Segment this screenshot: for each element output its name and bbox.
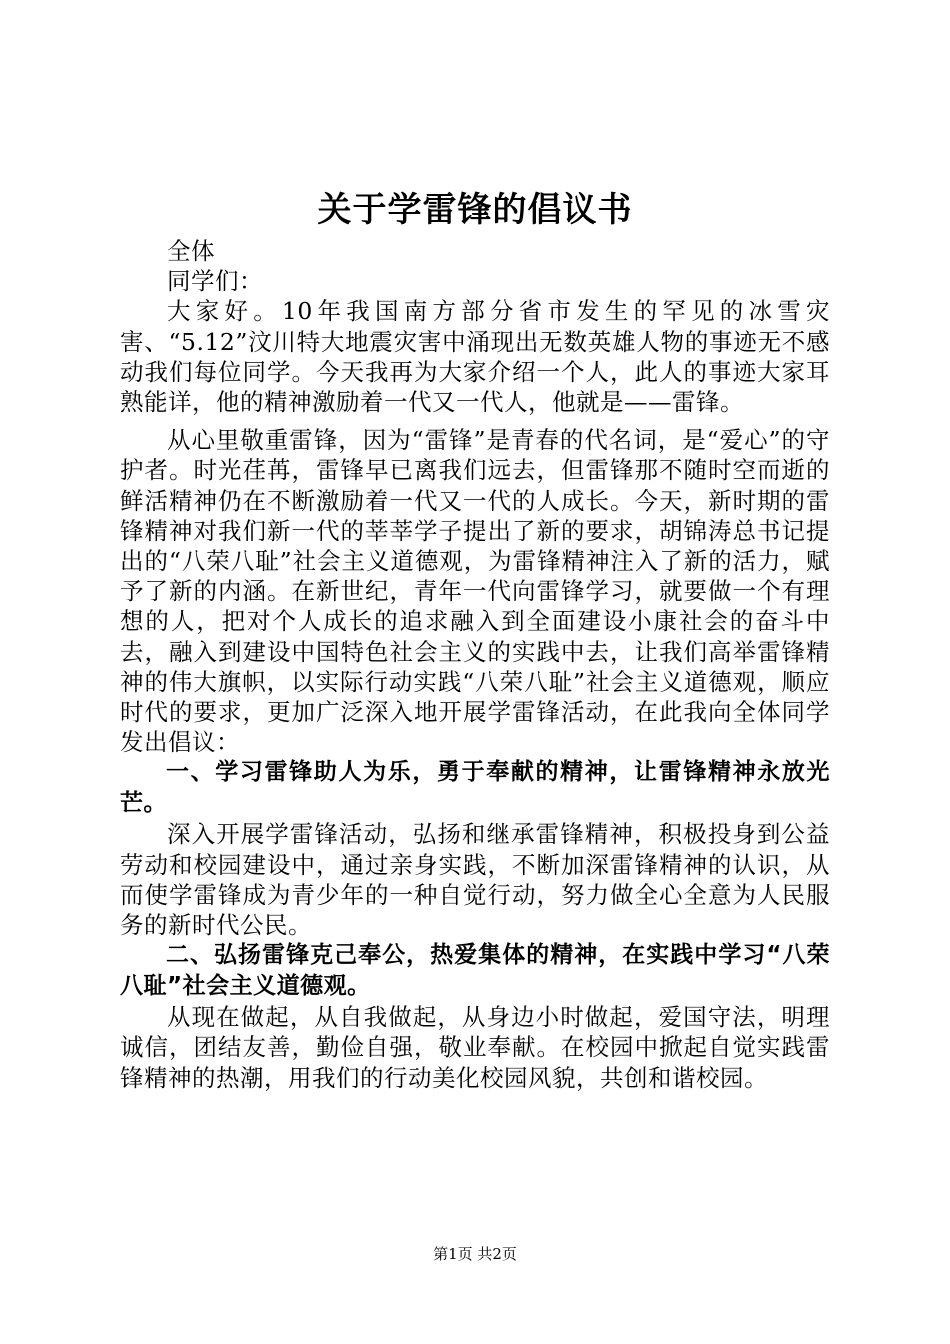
- document-body: [120, 236, 830, 1093]
- paragraph-greeting: 大家好。10年我国南方部分省市发生的罕见的冰雪灾害、“5.12”汶川特大地震灾害中涌现出无数英雄人物的事迹无不感动我们每位同学。今天我再为大家介绍一个人，此人的事迹大家耳熟能详，他的精神激励着一代又一代人，他就是——雷锋。: [120, 297, 830, 417]
- page-indicator: 第1页 共2页: [433, 1245, 517, 1263]
- document-title: 关于学雷锋的倡议书: [317, 190, 633, 230]
- salutation-line-2: 同学们：: [167, 267, 263, 296]
- section-heading-2: 二、弘扬雷锋克己奉公，热爱集体的精神，在实践中学习“八荣八耻”社会主义道德观。: [120, 942, 830, 1000]
- salutation-line-1: 全体: [167, 237, 215, 265]
- section-heading-1: 一、学习雷锋助人为乐，勇于奉献的精神，让雷锋精神永放光芒。: [120, 759, 830, 817]
- paragraph-main: 从心里敬重雷锋，因为“雷锋”是青春的代名词，是“爱心”的守护者。时光荏苒，雷锋早已离我们远去，但雷锋那不随时空而逝的鲜活精神仍在不断激励着一代又一代的人成长。今天，新时期的雷锋精神对我们新一代的莘莘学子提出了新的要求，胡锦涛总书记提出的“八荣八耻”社会主义道德观，为雷锋精神注入了新的活力，赋予了新的内涵。在新世纪，青年一代向雷锋学习，就要做一个有理想的人，把对个人成长的追求融入到全面建设小康社会的奋斗中去，融入到建设中国特色社会主义的实践中去，让我们高举雷锋精神的伟大旗帜，以实际行动实践“八荣八耻”社会主义道德观，顺应时代的要求，更加广泛深入地开展学雷锋活动，在此我向全体同学发出倡议：: [120, 426, 830, 757]
- section-text-1: 深入开展学雷锋活动，弘扬和继承雷锋精神，积极投身到公益劳动和校园建设中，通过亲身实践，不断加深雷锋精神的认识，从而使学雷锋成为青少年的一种自觉行动，努力做全心全意为人民服务的新时代公民。: [120, 820, 830, 940]
- section-text-2: 从现在做起，从自我做起，从身边小时做起，爱国守法，明理诚信，团结友善，勤俭自强，敬业奉献。在校园中掀起自觉实践雷锋精神的热潮，用我们的行动美化校园风貌，共创和谐校园。: [120, 1003, 830, 1092]
- page-footer: [0, 1244, 950, 1264]
